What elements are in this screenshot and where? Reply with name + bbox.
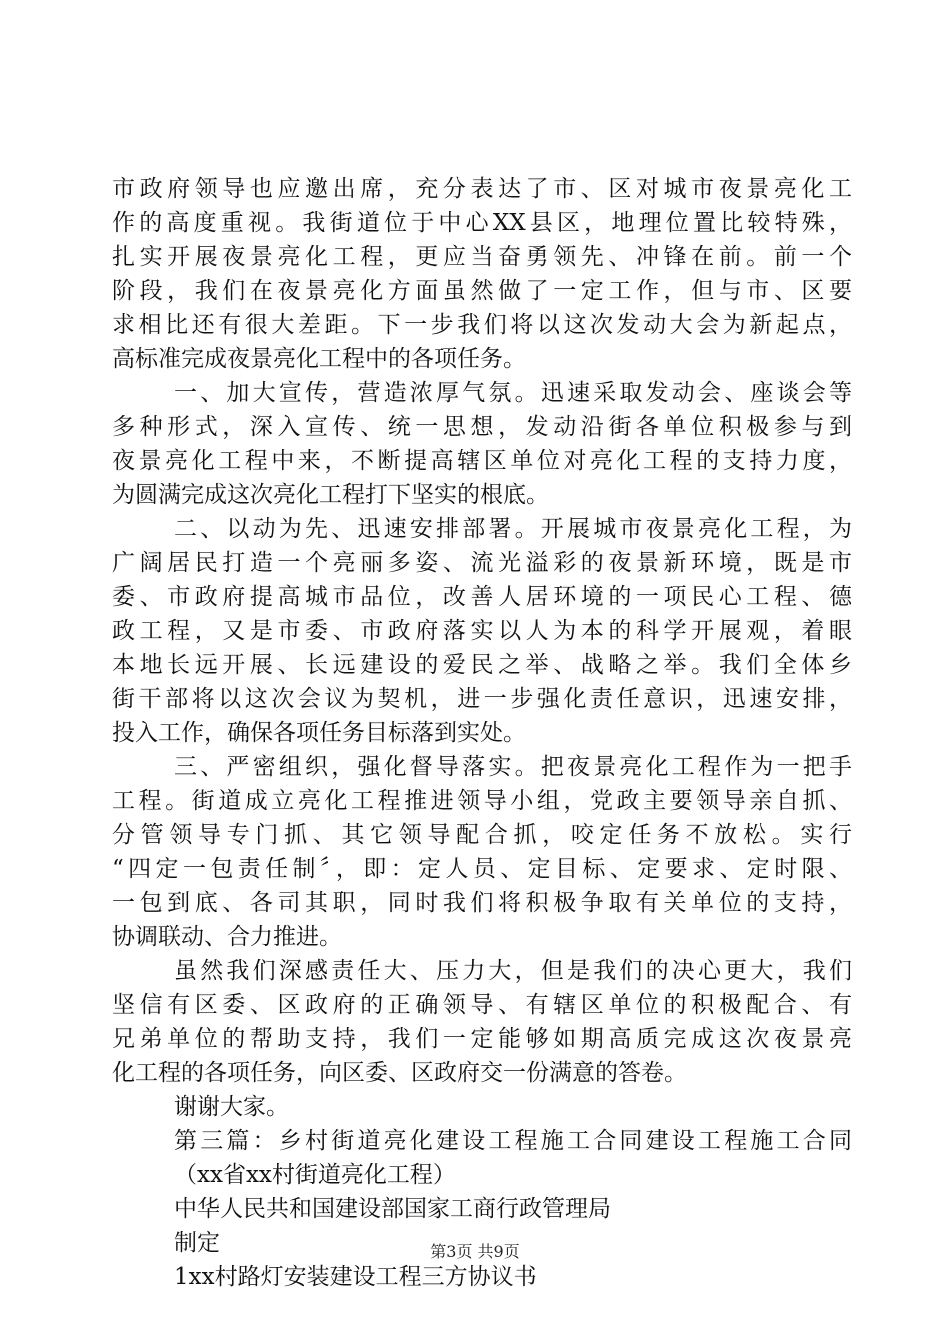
text-line: 第三篇：乡村街道亮化建设工程施工合同建设工程施工合同 bbox=[174, 1128, 852, 1154]
text-line: 制定 bbox=[174, 1230, 220, 1256]
text-line: 广阔居民打造一个亮丽多姿、流光溢彩的夜景新环境，既是市 bbox=[112, 550, 852, 576]
text-line: 投入工作，确保各项任务目标落到实处。 bbox=[112, 720, 526, 746]
text-line: 一、加大宣传，营造浓厚气氛。迅速采取发动会、座谈会等 bbox=[174, 380, 852, 406]
text-line: 虽然我们深感责任大、压力大，但是我们的决心更大，我们 bbox=[174, 958, 852, 984]
text-line: 二、以动为先、迅速安排部署。开展城市夜景亮化工程，为 bbox=[174, 516, 852, 542]
document-body bbox=[112, 172, 852, 1294]
text-line: 高标准完成夜景亮化工程中的各项任务。 bbox=[112, 346, 526, 372]
text-line: 1xx村路灯安装建设工程三方协议书 bbox=[174, 1264, 537, 1290]
text-line: 兄弟单位的帮助支持，我们一定能够如期高质完成这次夜景亮 bbox=[112, 1026, 852, 1052]
text-line: “四定一包责任制〞，即：定人员、定目标、定要求、定时限、 bbox=[112, 856, 852, 882]
text-line: 阶段，我们在夜景亮化方面虽然做了一定工作，但与市、区要 bbox=[112, 278, 852, 304]
text-line: 一包到底、各司其职，同时我们将积极争取有关单位的支持， bbox=[112, 890, 852, 916]
text-line: 扎实开展夜景亮化工程，更应当奋勇领先、冲锋在前。前一个 bbox=[112, 244, 852, 270]
text-line: 分管领导专门抓、其它领导配合抓，咬定任务不放松。实行 bbox=[112, 822, 852, 848]
text-line: 街干部将以这次会议为契机，进一步强化责任意识，迅速安排， bbox=[112, 686, 852, 712]
text-line: 三、严密组织，强化督导落实。把夜景亮化工程作为一把手 bbox=[174, 754, 852, 780]
text-line: 政工程，又是市委、市政府落实以人为本的科学开展观，着眼 bbox=[112, 618, 852, 644]
text-line: （xx省xx村街道亮化工程） bbox=[174, 1162, 456, 1188]
text-line: 协调联动、合力推进。 bbox=[112, 924, 342, 950]
text-line: 为圆满完成这次亮化工程打下坚实的根底。 bbox=[112, 482, 549, 508]
text-line: 求相比还有很大差距。下一步我们将以这次发动大会为新起点， bbox=[112, 312, 852, 338]
text-line: 作的高度重视。我街道位于中心XX县区，地理位置比较特殊， bbox=[112, 210, 852, 236]
page-footer: 第3页 共9页 bbox=[430, 1242, 520, 1261]
text-line: 委、市政府提高城市品位，改善人居环境的一项民心工程、德 bbox=[112, 584, 852, 610]
text-line: 本地长远开展、长远建设的爱民之举、战略之举。我们全体乡 bbox=[112, 652, 852, 678]
text-line: 市政府领导也应邀出席，充分表达了市、区对城市夜景亮化工 bbox=[112, 176, 852, 202]
text-line: 谢谢大家。 bbox=[174, 1094, 289, 1120]
text-line: 化工程的各项任务，向区委、区政府交一份满意的答卷。 bbox=[112, 1060, 687, 1086]
text-line: 坚信有区委、区政府的正确领导、有辖区单位的积极配合、有 bbox=[112, 992, 852, 1018]
text-line: 工程。街道成立亮化工程推进领导小组，党政主要领导亲自抓、 bbox=[112, 788, 852, 814]
text-line: 多种形式，深入宣传、统一思想，发动沿街各单位积极参与到 bbox=[112, 414, 852, 440]
text-line: 中华人民共和国建设部国家工商行政管理局 bbox=[174, 1196, 611, 1222]
text-line: 夜景亮化工程中来，不断提高辖区单位对亮化工程的支持力度， bbox=[112, 448, 852, 474]
